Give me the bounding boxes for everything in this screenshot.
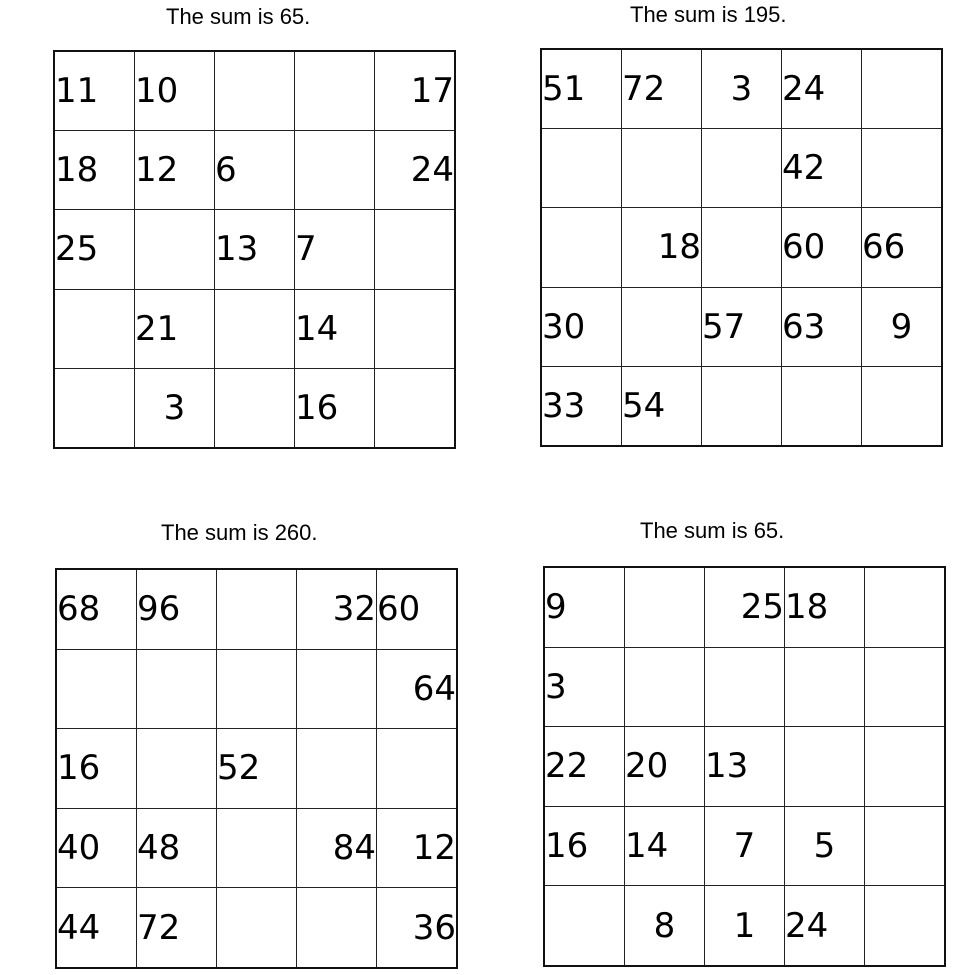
grid-cell: 24: [782, 49, 862, 129]
grid-row: [541, 129, 942, 208]
puzzle-3-caption: The sum is 260.: [161, 520, 318, 545]
grid-row: [541, 287, 942, 366]
grid-cell: [544, 886, 625, 966]
grid-cell: 30: [541, 287, 622, 366]
grid-cell: 68: [56, 569, 137, 649]
grid-cell: [862, 366, 943, 446]
grid-cell: 60: [782, 208, 862, 287]
grid-row: [544, 886, 945, 966]
grid-cell: [541, 129, 622, 208]
grid-cell: 7: [705, 806, 785, 886]
grid-cell: [375, 368, 456, 448]
grid-row: [544, 727, 945, 807]
grid-cell: [215, 368, 295, 448]
grid-cell: 3: [544, 647, 625, 727]
grid-cell: [622, 287, 702, 366]
puzzle-1-grid: [53, 50, 456, 449]
grid-cell: [135, 210, 215, 289]
grid-row: [544, 806, 945, 886]
grid-cell: 13: [215, 210, 295, 289]
grid-cell: 66: [862, 208, 943, 287]
grid-cell: [217, 888, 297, 968]
grid-cell: [862, 129, 943, 208]
grid-cell: 5: [785, 806, 865, 886]
grid-cell: 16: [56, 729, 137, 809]
grid-cell: [862, 49, 943, 129]
grid-row: [54, 51, 455, 131]
grid-cell: 20: [625, 727, 705, 807]
grid-cell: [215, 51, 295, 131]
grid-cell: 96: [137, 569, 217, 649]
grid-cell: 54: [622, 366, 702, 446]
grid-cell: 16: [544, 806, 625, 886]
grid-cell: 25: [54, 210, 135, 289]
grid-cell: 3: [702, 49, 782, 129]
grid-cell: [785, 647, 865, 727]
grid-cell: 14: [625, 806, 705, 886]
grid-cell: 48: [137, 808, 217, 888]
grid-cell: 64: [377, 649, 458, 729]
grid-cell: [137, 729, 217, 809]
grid-cell: [297, 649, 377, 729]
grid-cell: [377, 729, 458, 809]
grid-cell: [54, 368, 135, 448]
grid-cell: 84: [297, 808, 377, 888]
grid-cell: 25: [705, 567, 785, 647]
grid-cell: [217, 569, 297, 649]
grid-row: [54, 368, 455, 448]
grid-row: [54, 289, 455, 368]
grid-row: [56, 888, 457, 968]
grid-cell: 14: [295, 289, 375, 368]
grid-cell: 72: [137, 888, 217, 968]
puzzle-2-caption: The sum is 195.: [630, 2, 787, 27]
grid-cell: [625, 567, 705, 647]
puzzle-1-caption: The sum is 65.: [166, 4, 311, 29]
grid-cell: [297, 888, 377, 968]
grid-cell: 42: [782, 129, 862, 208]
grid-cell: [622, 129, 702, 208]
grid-cell: 9: [544, 567, 625, 647]
grid-cell: 60: [377, 569, 458, 649]
grid-row: [541, 366, 942, 446]
grid-cell: [295, 131, 375, 210]
grid-cell: 33: [541, 366, 622, 446]
grid-cell: [56, 649, 137, 729]
grid-cell: 12: [377, 808, 458, 888]
grid-cell: 9: [862, 287, 943, 366]
grid-cell: 6: [215, 131, 295, 210]
grid-cell: [865, 886, 946, 966]
grid-cell: [785, 727, 865, 807]
grid-cell: [702, 208, 782, 287]
grid-cell: [625, 647, 705, 727]
grid-cell: [782, 366, 862, 446]
grid-cell: 13: [705, 727, 785, 807]
grid-row: [544, 647, 945, 727]
grid-row: [541, 49, 942, 129]
grid-cell: [705, 647, 785, 727]
grid-cell: 22: [544, 727, 625, 807]
grid-cell: 18: [785, 567, 865, 647]
grid-cell: 18: [54, 131, 135, 210]
grid-cell: 11: [54, 51, 135, 131]
grid-cell: [702, 366, 782, 446]
grid-cell: [865, 647, 946, 727]
grid-cell: [541, 208, 622, 287]
grid-cell: [137, 649, 217, 729]
grid-cell: [295, 51, 375, 131]
grid-cell: 18: [622, 208, 702, 287]
grid-cell: 57: [702, 287, 782, 366]
grid-cell: [297, 729, 377, 809]
grid-cell: 8: [625, 886, 705, 966]
puzzle-3-grid: [55, 568, 458, 969]
puzzle-4-caption: The sum is 65.: [640, 518, 785, 543]
grid-row: [544, 567, 945, 647]
grid-cell: 17: [375, 51, 456, 131]
puzzle-4-grid: [543, 566, 946, 967]
grid-cell: 32: [297, 569, 377, 649]
grid-cell: 1: [705, 886, 785, 966]
grid-cell: [865, 806, 946, 886]
grid-cell: 72: [622, 49, 702, 129]
grid-row: [54, 210, 455, 289]
grid-row: [56, 649, 457, 729]
grid-cell: [54, 289, 135, 368]
puzzle-2-grid: [540, 48, 943, 447]
grid-cell: [865, 567, 946, 647]
grid-cell: 51: [541, 49, 622, 129]
grid-cell: 36: [377, 888, 458, 968]
grid-row: [56, 808, 457, 888]
grid-cell: 24: [785, 886, 865, 966]
grid-cell: 40: [56, 808, 137, 888]
grid-cell: 44: [56, 888, 137, 968]
grid-cell: [702, 129, 782, 208]
grid-cell: 52: [217, 729, 297, 809]
grid-cell: 7: [295, 210, 375, 289]
grid-cell: 21: [135, 289, 215, 368]
grid-cell: 16: [295, 368, 375, 448]
grid-row: [54, 131, 455, 210]
grid-cell: [375, 210, 456, 289]
grid-cell: [217, 649, 297, 729]
grid-cell: 63: [782, 287, 862, 366]
grid-cell: [865, 727, 946, 807]
grid-cell: 3: [135, 368, 215, 448]
grid-cell: 12: [135, 131, 215, 210]
grid-cell: 24: [375, 131, 456, 210]
grid-cell: [375, 289, 456, 368]
grid-cell: [215, 289, 295, 368]
grid-cell: [217, 808, 297, 888]
grid-row: [56, 569, 457, 649]
grid-row: [541, 208, 942, 287]
grid-row: [56, 729, 457, 809]
grid-cell: 10: [135, 51, 215, 131]
